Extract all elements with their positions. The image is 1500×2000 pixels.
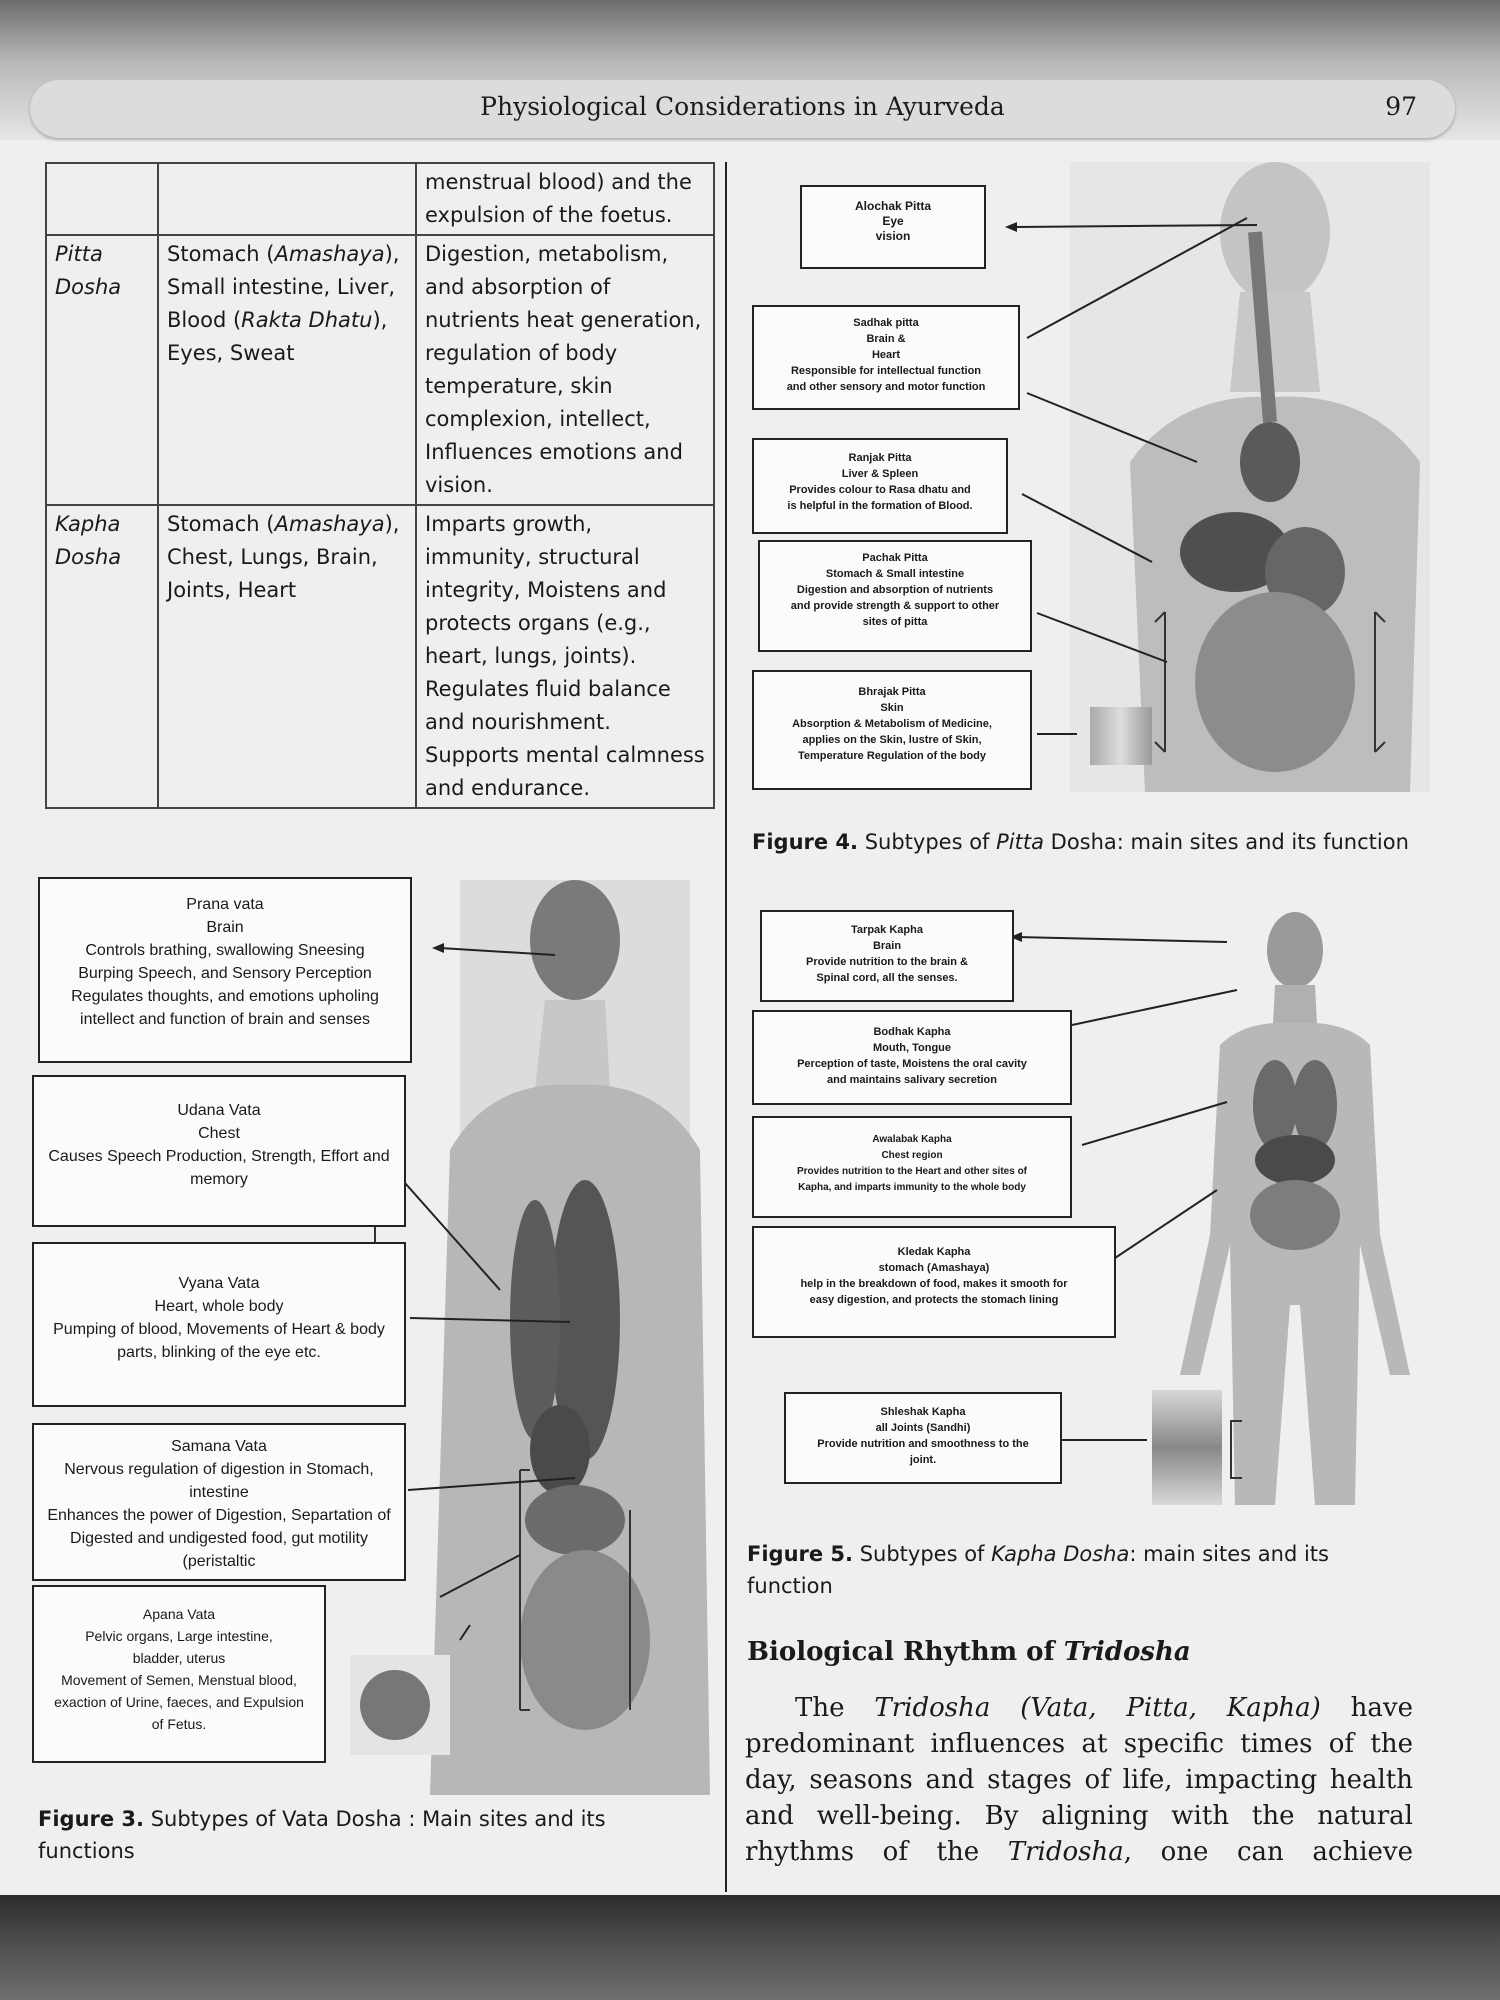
prana-vata-box: Prana vata Brain Controls brathing, swallowing Sneesing Burping Speech, and Sensory Perception Regulates thoughts, and emotions upholing intellect and function of brain and senses	[38, 877, 412, 1063]
figure-4-caption: Figure 4. Subtypes of Pitta Dosha: main sites and its function	[752, 830, 1409, 854]
bodhak-kapha-box: Bodhak Kapha Mouth, Tongue Perception of taste, Moistens the oral cavity and maintains salivary secretion	[752, 1010, 1072, 1105]
table-cell-sites: Stomach (Amashaya), Small intestine, Liver, Blood (Rakta Dhatu), Eyes, Sweat	[158, 235, 416, 505]
ranjak-pitta-box: Ranjak Pitta Liver & Spleen Provides colour to Rasa dhatu and is helpful in the formation of Blood.	[752, 438, 1008, 534]
page-number: 97	[1385, 92, 1417, 121]
vyana-vata-box: Vyana Vata Heart, whole body Pumping of blood, Movements of Heart & body parts, blinking of the eye etc.	[32, 1242, 406, 1407]
table-cell-dosha: Kapha Dosha	[46, 505, 158, 808]
udana-vata-box: Udana Vata Chest Causes Speech Production, Strength, Effort and memory	[32, 1075, 406, 1227]
apana-vata-box: Apana Vata Pelvic organs, Large intestine, bladder, uterus Movement of Semen, Menstual blood, exaction of Urine, faeces, and Expulsion of Fetus.	[32, 1585, 326, 1763]
awalabak-kapha-box: Awalabak Kapha Chest region Provides nutrition to the Heart and other sites of Kapha, and imparts immunity to the whole body	[752, 1116, 1072, 1218]
table-cell-functions: Digestion, metabolism, and absorption of nutrients heat generation, regulation of body temperature, skin complexion, intellect, Influences emotions and vision.	[416, 235, 714, 505]
table-cell-functions: Imparts growth, immunity, structural integrity, Moistens and protects organs (e.g., heart, lungs, joints). Regulates fluid balance and nourishment. Supports mental calmness and endurance.	[416, 505, 714, 808]
bhrajak-pitta-box: Bhrajak Pitta Skin Absorption & Metabolism of Medicine, applies on the Skin, lustre of Skin, Temperature Regulation of the body	[752, 670, 1032, 790]
kapha-joint-bracket	[1230, 1420, 1242, 1479]
sadhak-pitta-box: Sadhak pitta Brain & Heart Responsible for intellectual function and other sensory and motor function	[752, 305, 1020, 410]
figure-3-caption: Figure 3. Subtypes of Vata Dosha : Main sites and its functions	[38, 1807, 606, 1863]
table-cell-dosha: Pitta Dosha	[46, 235, 158, 505]
page-bottom-shadow	[0, 1895, 1500, 2000]
table-cell-sites: Stomach (Amashaya), Chest, Lungs, Brain, Joints, Heart	[158, 505, 416, 808]
tarpak-kapha-box: Tarpak Kapha Brain Provide nutrition to the brain & Spinal cord, all the senses.	[760, 910, 1014, 1002]
samana-vata-box: Samana Vata Nervous regulation of digestion in Stomach, intestine Enhances the power of Digestion, Separtation of Digested and undigested food, gut motility (peristaltic	[32, 1423, 406, 1581]
running-header-title: Physiological Considerations in Ayurveda	[480, 92, 1005, 121]
pachak-pitta-box: Pachak Pitta Stomach & Small intestine Digestion and absorption of nutrients and provide strength & support to other sites of pitta	[758, 540, 1032, 652]
figure-5-caption: Figure 5. Subtypes of Kapha Dosha: main sites and its function	[747, 1542, 1329, 1598]
kledak-kapha-box: Kledak Kapha stomach (Amashaya) help in the breakdown of food, makes it smooth for easy digestion, and protects the stomach lining	[752, 1226, 1116, 1338]
section-paragraph: The Tridosha (Vata, Pitta, Kapha) have predominant influences at specific times of the day, seasons and stages of life, impacting health and well-being. By aligning with the natural rhythms of the Tridosha, one can achieve	[745, 1693, 1413, 1867]
alochak-pitta-box: Alochak Pitta Eye vision	[800, 185, 986, 269]
table-cell-functions: menstrual blood) and the expulsion of the foetus.	[416, 163, 714, 235]
section-heading: Biological Rhythm of Tridosha	[747, 1637, 1191, 1667]
shleshak-kapha-box: Shleshak Kapha all Joints (Sandhi) Provide nutrition and smoothness to the joint.	[784, 1392, 1062, 1484]
